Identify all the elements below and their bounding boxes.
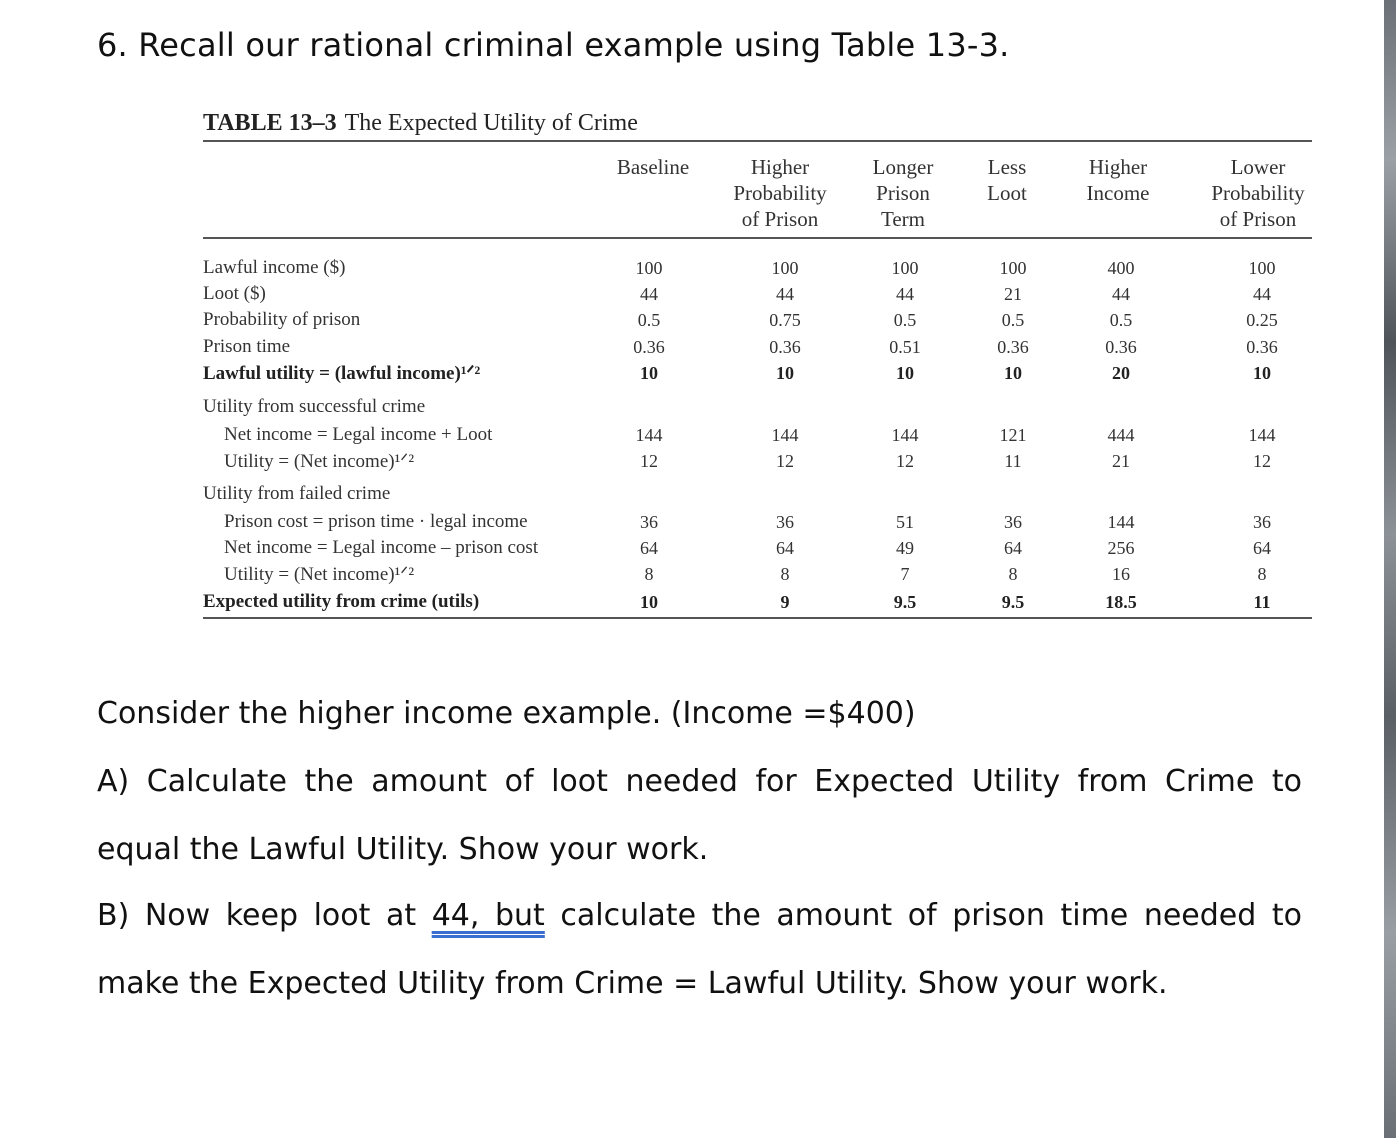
question-b-line-1-end: calculate the amount of prison time needed to xyxy=(544,898,1302,933)
table-header-rule xyxy=(203,237,1312,239)
question-b-line-1-start: B) Now keep loot at xyxy=(97,898,432,933)
table-caption-label: TABLE 13–3 xyxy=(203,110,337,136)
row-label-prison-cost: Prison cost = prison time · legal income xyxy=(224,511,528,532)
row-label-prison-time: Prison time xyxy=(203,336,291,357)
row-label-loot: Loot ($) xyxy=(203,283,266,304)
table-cell: 9 xyxy=(780,592,790,612)
table-cell: 10 xyxy=(776,363,794,383)
table-cell: 12 xyxy=(1253,451,1271,471)
table-cell: 12 xyxy=(640,451,658,471)
table-cell: 44 xyxy=(1253,284,1271,304)
table-cell: 10 xyxy=(1253,363,1271,383)
table-cell: 44 xyxy=(1112,284,1130,304)
table-cell: 144 xyxy=(891,425,919,445)
table-cell: 144 xyxy=(1107,512,1135,532)
table-cell: 16 xyxy=(1112,564,1130,584)
table-cell: 100 xyxy=(1248,258,1276,278)
table-cell: 100 xyxy=(999,258,1027,278)
table-cell: 0.36 xyxy=(997,337,1029,357)
question-b-line-2: make the Expected Utility from Crime = Lawful Utility. Show your work. xyxy=(97,966,1168,1001)
question-a-line-1: A) Calculate the amount of loot needed for Expected Utility from Crime to xyxy=(97,764,1302,799)
row-label-lawful-utility: Lawful utility = (lawful income)¹ᐟ² xyxy=(203,363,481,384)
table-cell: 64 xyxy=(1253,538,1271,558)
table-cell: 0.36 xyxy=(769,337,801,357)
table-cell: 8 xyxy=(1008,564,1018,584)
question-intro: Consider the higher income example. (Income =$400) xyxy=(97,696,916,731)
table-cell: 10 xyxy=(896,363,914,383)
table-cell: 18.5 xyxy=(1105,592,1137,612)
question-heading: 6. Recall our rational criminal example using Table 13-3. xyxy=(97,26,1010,64)
table-cell: 49 xyxy=(896,538,914,558)
row-label-utility-failed: Utility = (Net income)¹ᐟ² xyxy=(224,564,415,585)
column-header-lower-probability: Lower Probability of Prison xyxy=(1211,155,1305,231)
table-bottom-rule xyxy=(203,617,1312,619)
column-header-higher-probability: Higher Probability of Prison xyxy=(733,155,827,231)
table-cell: 11 xyxy=(1253,592,1271,612)
table-cell: 44 xyxy=(896,284,914,304)
table-cell: 51 xyxy=(896,512,914,532)
row-label-net-income-failed: Net income = Legal income – prison cost xyxy=(224,537,539,558)
table-cell: 0.5 xyxy=(637,310,661,330)
table-cell: 100 xyxy=(635,258,663,278)
table-cell: 0.51 xyxy=(889,337,921,357)
table-cell: 64 xyxy=(1004,538,1022,558)
row-label-expected-utility: Expected utility from crime (utils) xyxy=(203,591,480,612)
column-header-baseline: Baseline xyxy=(616,155,690,179)
table-cell: 0.25 xyxy=(1246,310,1278,330)
question-a-line-2: equal the Lawful Utility. Show your work. xyxy=(97,832,709,867)
column-header-less-loot: Less Loot xyxy=(987,155,1027,205)
table-caption xyxy=(203,110,638,137)
table-cell: 0.36 xyxy=(633,337,665,357)
section-label-failed-crime: Utility from failed crime xyxy=(203,483,391,504)
column-header-longer-prison: Longer Prison Term xyxy=(872,155,934,231)
table-cell: 8 xyxy=(644,564,654,584)
table-cell: 121 xyxy=(999,425,1027,445)
table-cell: 9.5 xyxy=(1001,592,1025,612)
table-cell: 21 xyxy=(1112,451,1130,471)
question-b-line-1 xyxy=(97,898,1302,933)
table-cell: 64 xyxy=(776,538,794,558)
table-cell: 0.75 xyxy=(769,310,801,330)
table-top-rule xyxy=(203,140,1312,142)
table-cell: 36 xyxy=(1253,512,1271,532)
table-cell: 256 xyxy=(1107,538,1135,558)
table-cell: 36 xyxy=(776,512,794,532)
section-label-successful-crime: Utility from successful crime xyxy=(203,396,426,417)
table-cell: 36 xyxy=(640,512,658,532)
row-label-net-income-success: Net income = Legal income + Loot xyxy=(224,424,493,445)
table-cell: 400 xyxy=(1107,258,1135,278)
row-label-utility-success: Utility = (Net income)¹ᐟ² xyxy=(224,451,415,472)
table-cell: 0.36 xyxy=(1105,337,1137,357)
table-cell: 100 xyxy=(771,258,799,278)
table-cell: 12 xyxy=(896,451,914,471)
row-label-probability-of-prison: Probability of prison xyxy=(203,309,361,330)
table-cell: 64 xyxy=(640,538,658,558)
table-cell: 9.5 xyxy=(893,592,917,612)
table-cell: 144 xyxy=(1248,425,1276,445)
table-cell: 100 xyxy=(891,258,919,278)
table-cell: 44 xyxy=(776,284,794,304)
table-cell: 11 xyxy=(1004,451,1022,471)
table-cell: 0.36 xyxy=(1246,337,1278,357)
row-label-lawful-income: Lawful income ($) xyxy=(203,257,346,278)
table-cell: 0.5 xyxy=(893,310,917,330)
question-b-underlined-text: 44, but xyxy=(431,898,545,933)
table-caption-title: The Expected Utility of Crime xyxy=(344,110,638,136)
table-cell: 7 xyxy=(900,564,910,584)
table-cell: 444 xyxy=(1107,425,1135,445)
table-cell: 10 xyxy=(1004,363,1022,383)
table-cell: 10 xyxy=(640,363,658,383)
table-cell: 36 xyxy=(1004,512,1022,532)
table-cell: 8 xyxy=(780,564,790,584)
table-cell: 20 xyxy=(1112,363,1130,383)
table-cell: 10 xyxy=(640,592,658,612)
table-cell: 0.5 xyxy=(1001,310,1025,330)
column-header-higher-income: Higher Income xyxy=(1086,155,1150,205)
window-edge-shadow xyxy=(1384,0,1396,1138)
table-cell: 0.5 xyxy=(1109,310,1133,330)
table-cell: 8 xyxy=(1257,564,1267,584)
table-cell: 21 xyxy=(1004,284,1022,304)
table-cell: 44 xyxy=(640,284,658,304)
table-cell: 144 xyxy=(771,425,799,445)
table-cell: 12 xyxy=(776,451,794,471)
table-cell: 144 xyxy=(635,425,663,445)
